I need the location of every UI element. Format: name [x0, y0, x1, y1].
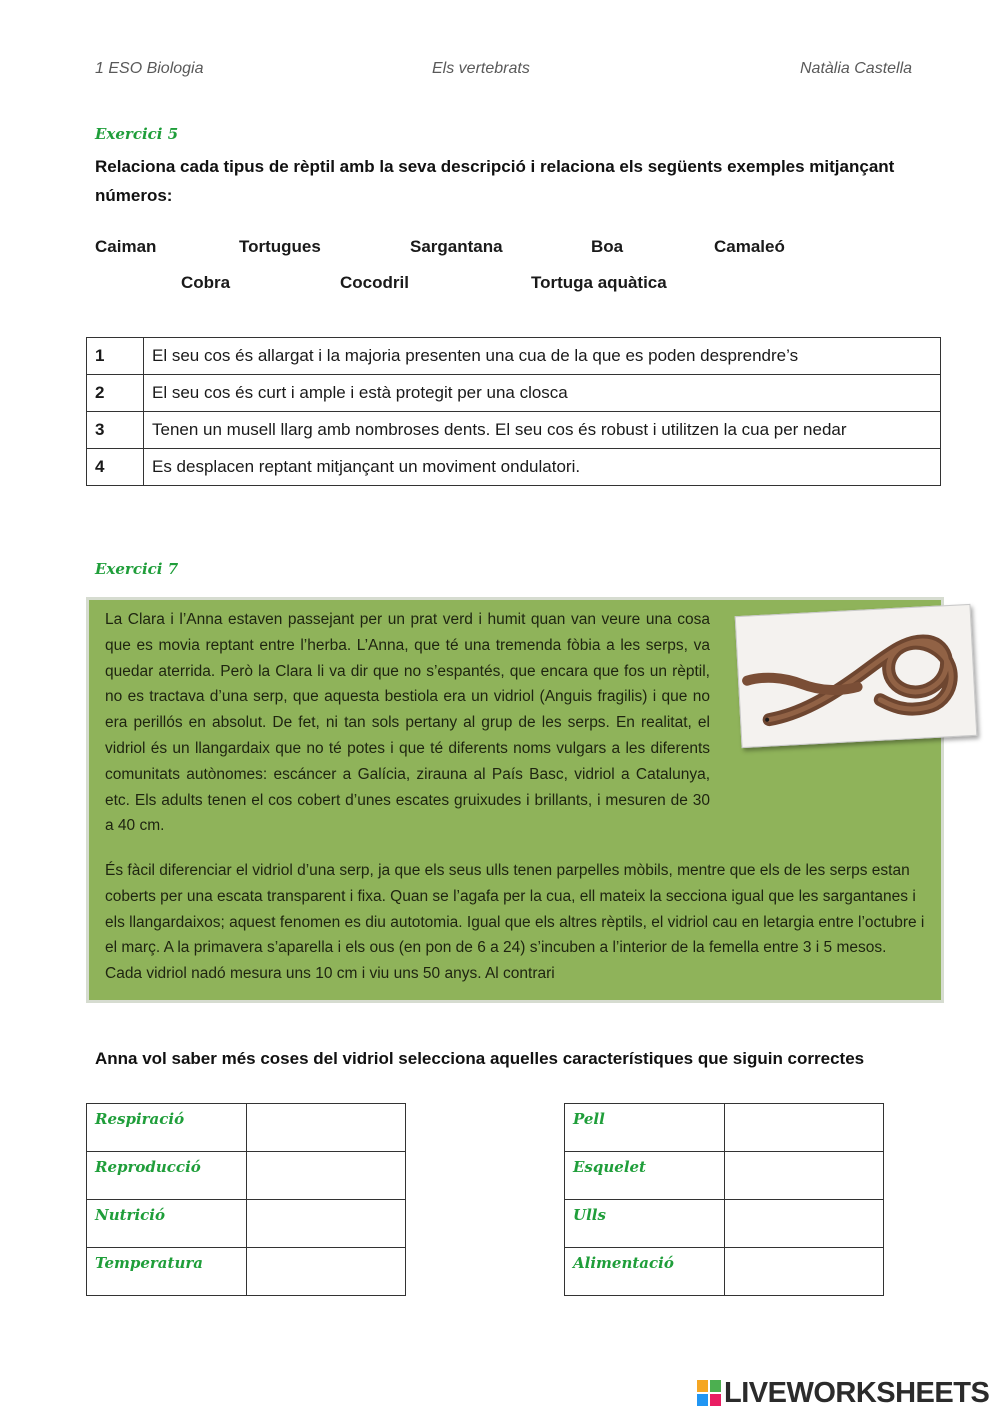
exercise-7-question: Anna vol saber més coses del vidriol selecciona aquelles característiques que siguin correctes	[95, 1049, 865, 1068]
characteristic-label: Esquelet	[565, 1152, 725, 1200]
row-number: 3	[87, 412, 144, 449]
table-row	[565, 1152, 884, 1200]
table-row	[565, 1104, 884, 1152]
answer-cell[interactable]	[247, 1248, 406, 1296]
characteristics-table-left	[86, 1103, 406, 1296]
answer-cell[interactable]	[247, 1200, 406, 1248]
characteristic-label: Alimentació	[565, 1248, 725, 1296]
liveworksheets-logo[interactable]	[697, 1378, 989, 1408]
answer-cell[interactable]	[725, 1104, 884, 1152]
table-row	[87, 412, 941, 449]
table-row	[87, 1104, 406, 1152]
reptile-descriptions-table	[86, 337, 941, 486]
row-number: 4	[87, 449, 144, 486]
characteristic-label: Pell	[565, 1104, 725, 1152]
slow-worm-photo	[735, 604, 978, 748]
example-word: Cobra	[181, 273, 231, 292]
characteristic-label: Reproducció	[87, 1152, 247, 1200]
header-subject: 1 ESO Biologia	[95, 60, 204, 77]
row-description: El seu cos és allargat i la majoria presenten una cua de la que es poden desprendre’s	[144, 338, 941, 375]
example-word: Tortuga aquàtica	[531, 273, 667, 292]
row-description: Tenen un musell llarg amb nombroses dents. El seu cos és robust i utilitzen la cua per nedar	[144, 412, 941, 449]
characteristic-label: Respiració	[87, 1104, 247, 1152]
example-word: Cocodril	[340, 273, 409, 292]
row-description: El seu cos és curt i ample i està protegit per una closca	[144, 375, 941, 412]
answer-cell[interactable]	[247, 1104, 406, 1152]
answer-cell[interactable]	[725, 1152, 884, 1200]
exercise-7-title: Exercici 7	[95, 560, 179, 578]
characteristics-table-right	[564, 1103, 884, 1296]
header-author: Natàlia Castella	[800, 60, 913, 77]
characteristic-label: Temperatura	[87, 1248, 247, 1296]
table-row	[87, 449, 941, 486]
example-word: Camaleó	[714, 237, 785, 256]
example-word: Caiman	[95, 237, 157, 256]
table-row	[565, 1200, 884, 1248]
row-description: Es desplacen reptant mitjançant un moviment ondulatori.	[144, 449, 941, 486]
slow-worm-icon	[736, 605, 976, 747]
example-word: Boa	[591, 237, 624, 256]
example-word: Tortugues	[239, 237, 321, 256]
table-row	[87, 1200, 406, 1248]
characteristic-label: Ulls	[565, 1200, 725, 1248]
table-row	[87, 338, 941, 375]
table-row	[87, 1152, 406, 1200]
exercise-5-instruction: Relaciona cada tipus de rèptil amb la seva descripció i relaciona els següents exemples mitjançant números:	[95, 157, 895, 205]
table-row	[87, 375, 941, 412]
liveworksheets-logo-icon	[697, 1380, 721, 1406]
answer-cell[interactable]	[725, 1248, 884, 1296]
exercise-5-title: Exercici 5	[95, 125, 179, 143]
answer-cell[interactable]	[725, 1200, 884, 1248]
row-number: 1	[87, 338, 144, 375]
table-row	[87, 1248, 406, 1296]
logo-text: LIVEWORKSHEETS	[724, 1376, 990, 1409]
example-word: Sargantana	[410, 237, 503, 256]
characteristic-label: Nutrició	[87, 1200, 247, 1248]
row-number: 2	[87, 375, 144, 412]
header-topic: Els vertebrats	[432, 60, 530, 77]
reading-paragraph-2: És fàcil diferenciar el vidriol d’una serp, ja que els seus ulls tenen parpelles mòbils, mentre que els de les serps estan coberts per una escata transparent i fixa. Quan se l’agafa per la cua, ell mateix la secciona igual que les sargantanes i els llangardaixos; aquest fenomen es diu autotomia. Igual que els altres rèptils, el vidriol cau en letargia entre l’octubre i el març. A la primavera s’aparella i els ous (en pon de 6 a 24) s’incuben a l’interior de la femella entre 3 i 5 mesos. Cada vidriol nadó mesura uns 10 cm i viu uns 50 anys. Al contrari	[105, 862, 925, 983]
answer-cell[interactable]	[247, 1152, 406, 1200]
reading-paragraph-1: La Clara i l’Anna estaven passejant per un prat verd i humit quan van veure una cosa que es movia reptant entre l’herba. L’Anna, que té una tremenda fòbia a les serps, va quedar aterrida. Però la Clara li va dir que no s’espantés, que encara que fos un rèptil, no es tractava d’una serp, que aquesta bestiola era un vidriol (Anguis fragilis) i que no era perillós en absolut. De fet, ni tan sols pertany al grup de les serps. En realitat, el vidriol és un llangardaix que no té potes i que té diferents noms vulgars a les diferents comunitats autònomes: escáncer a Galícia, zirauna al País Basc, vidriol a Catalunya, etc. Els adults tenen el cos cobert d’unes escates gruixudes i brillants, i mesuren de 30 a 40 cm.	[105, 611, 710, 835]
table-row	[565, 1248, 884, 1296]
